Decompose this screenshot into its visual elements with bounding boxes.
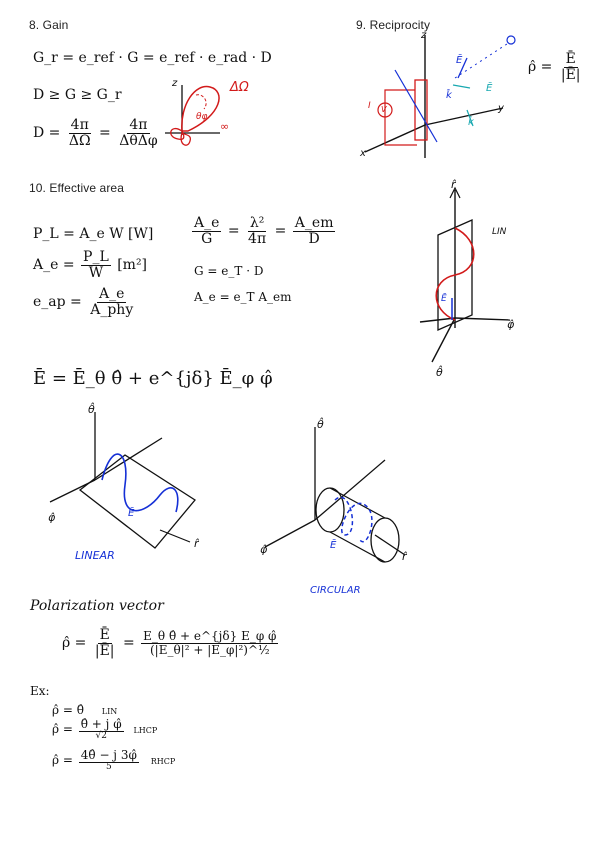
pattern-axis-label: z (172, 78, 178, 89)
aperture-efficiency-eq (33, 287, 137, 317)
fraction-denominator: |Ē| (94, 642, 115, 659)
example-rhcp-tag: RHCP (150, 757, 176, 767)
section-title-gain: 8. Gain (29, 18, 69, 32)
received-power-eq: P_L = A_e W [W] (33, 226, 154, 242)
effective-area-eq (33, 250, 147, 280)
linear-fig-axis-r: r̂ (194, 537, 199, 550)
effective-area-lhs: A_e = (33, 257, 75, 274)
pattern-infinity-label: ∞ (220, 120, 230, 133)
reciprocity-source-symbol: V (381, 105, 387, 114)
fraction-numerator: A_e (194, 215, 220, 231)
example-lhcp (52, 718, 157, 741)
pattern-inner-label: θφ (196, 112, 208, 122)
reciprocity-sketch (355, 30, 525, 165)
linear-fig-e-label: Ē (128, 508, 135, 519)
fraction-denominator: A_phy (90, 301, 134, 318)
section-title-reciprocity: 9. Reciprocity (356, 18, 431, 32)
example-rhcp (52, 749, 175, 772)
example-lhcp-lhs: ρ̂ = (52, 722, 73, 737)
main-lobe (182, 87, 219, 131)
example-rhcp-fraction (79, 749, 139, 772)
equals-sign: = (227, 223, 240, 240)
equals-sign: = (274, 223, 287, 240)
polarization-vector-lhs: ρ̂ = (62, 635, 87, 652)
fraction-numerator: Ē (99, 627, 110, 643)
reciprocity-e-alt-label: Ē (486, 83, 493, 94)
polarization-vector-eq (62, 628, 280, 658)
aperture-efficiency-lhs: e_ap = (33, 294, 82, 311)
section-title-effective-area: 10. Effective area (29, 181, 124, 195)
effective-area-fraction (81, 250, 111, 280)
linear-fig-axis-phi: φ̂ (48, 511, 56, 524)
reciprocity-source-label: I (368, 101, 371, 111)
circular-fig-e-label: Ē (330, 540, 337, 551)
axis-extension (315, 460, 385, 520)
fraction-denominator: 5 (105, 761, 112, 772)
ratio-fraction-3 (293, 216, 336, 246)
fraction-denominator: D (308, 230, 320, 247)
directivity-equation (33, 118, 162, 148)
example-linear (52, 703, 117, 717)
equals-sign: = (122, 635, 135, 652)
axis-phi (265, 520, 315, 547)
example-lhcp-tag: LHCP (133, 726, 158, 736)
cylinder-far-end (371, 518, 399, 562)
directivity-lhs: D = (33, 125, 61, 142)
polarization-lhs: ρ̂ = (528, 59, 553, 76)
effective-area-unit: [m²] (117, 257, 148, 274)
fraction-numerator: A_em (294, 215, 334, 231)
fraction-denominator: W (88, 264, 104, 281)
fraction-denominator: (|E_θ|² + |E_φ|²)^½ (149, 642, 270, 657)
circular-fig-axis-r: r̂ (402, 550, 407, 563)
axis-extension (95, 438, 162, 480)
polarization-fraction (559, 52, 583, 82)
circular-fig-axis-theta: θ̂ (317, 418, 324, 431)
cylinder-top-edge (330, 488, 385, 518)
far-source-marker (507, 36, 515, 44)
circular-polarization-label: CIRCULAR (310, 585, 361, 596)
source-circuit (385, 90, 417, 145)
ratio-fraction-2 (246, 216, 268, 246)
pattern-solid-angle-label: ΔΩ (230, 80, 249, 95)
fraction-denominator: 4π (248, 230, 267, 247)
polarization-vector-fraction-2 (141, 630, 278, 656)
example-linear-tag: LIN (101, 707, 118, 716)
linear-fig-axis-theta: θ̂ (88, 403, 95, 416)
polarization-vector-fraction-1 (93, 628, 117, 658)
fraction-numerator: 4θ̂ − j 3φ̂ (80, 748, 137, 762)
example-linear-eq: ρ̂ = θ̂ (52, 703, 84, 717)
circular-wave-trace (335, 497, 372, 542)
k-vector-cyan (453, 85, 470, 88)
fraction-numerator: A_e (99, 286, 125, 302)
directivity-fraction-2 (117, 118, 159, 148)
wavefront-line (395, 70, 437, 142)
axis-r (375, 535, 405, 555)
axis-x (365, 125, 425, 152)
equals-sign: = (99, 125, 111, 142)
linear-polarization-label: LINEAR (75, 549, 115, 562)
gain-efficiency-eq: G = e_T · D (194, 264, 264, 278)
circular-polarization-figure (255, 415, 425, 575)
fraction-numerator: 4π (70, 117, 89, 133)
reciprocity-k-blue-label: k̂ (446, 90, 452, 101)
aperture-efficiency-fraction (88, 287, 135, 317)
linear-tag-label: LIN (492, 227, 507, 237)
axis-y (425, 108, 503, 125)
examples-label: Ex: (30, 684, 50, 698)
fraction-denominator: G (201, 230, 213, 247)
effective-area-efficiency-eq: A_e = e_T A_em (194, 290, 292, 304)
example-rhcp-lhs: ρ̂ = (52, 753, 73, 768)
gain-equation-realized: G_r = e_ref · G = e_ref · e_rad · D (33, 50, 272, 66)
circular-fig-axis-phi: φ̂ (260, 543, 268, 556)
directivity-fraction-1 (67, 118, 93, 148)
fraction-numerator: λ² (249, 215, 265, 231)
reciprocity-e-label: Ē (456, 55, 463, 66)
field-vector-equation: Ē = Ē_θ θ̂ + e^{jδ} Ē_φ φ̂ (33, 368, 273, 389)
reciprocity-k-label: k̂ (468, 117, 474, 128)
reciprocity-axis-y: y (498, 103, 504, 114)
fraction-numerator: Ē (565, 51, 576, 67)
fraction-denominator: ΔΩ (68, 132, 91, 149)
fraction-denominator: √2 (95, 730, 107, 741)
beam-edge-marker (196, 95, 206, 109)
fraction-numerator: θ̂ + j φ̂ (80, 717, 122, 731)
propagation-path (455, 42, 510, 78)
linear-polarization-figure (40, 400, 250, 570)
gain-inequality: D ≥ G ≥ G_r (33, 87, 122, 103)
fraction-denominator: |Ē| (560, 66, 581, 83)
fraction-numerator: P_L (83, 249, 109, 265)
linear-axis-phi-label: φ̂ (507, 318, 515, 331)
linear-e-vector-label: Ē (441, 294, 447, 304)
fraction-numerator: E_θ θ̂ + e^{jδ} E_φ φ̂ (143, 629, 277, 644)
linear-wave-trace (102, 454, 178, 512)
effective-area-ratio-eq (190, 216, 337, 246)
linear-wave-sketch (410, 180, 540, 380)
example-lhcp-fraction (79, 718, 124, 741)
cylinder-near-end (316, 488, 344, 532)
polarization-vector-title: Polarization vector (30, 598, 164, 614)
linear-axis-theta-label: θ̂ (436, 366, 443, 379)
reciprocity-axis-x: x (360, 148, 366, 159)
fraction-numerator: 4π (129, 117, 148, 133)
reciprocity-polarization-eq (528, 52, 585, 82)
ratio-fraction-1 (192, 216, 221, 246)
fraction-denominator: ΔθΔφ (119, 132, 158, 149)
reciprocity-axis-z: z (421, 30, 427, 41)
linear-axis-r-label: r̂ (451, 178, 456, 191)
